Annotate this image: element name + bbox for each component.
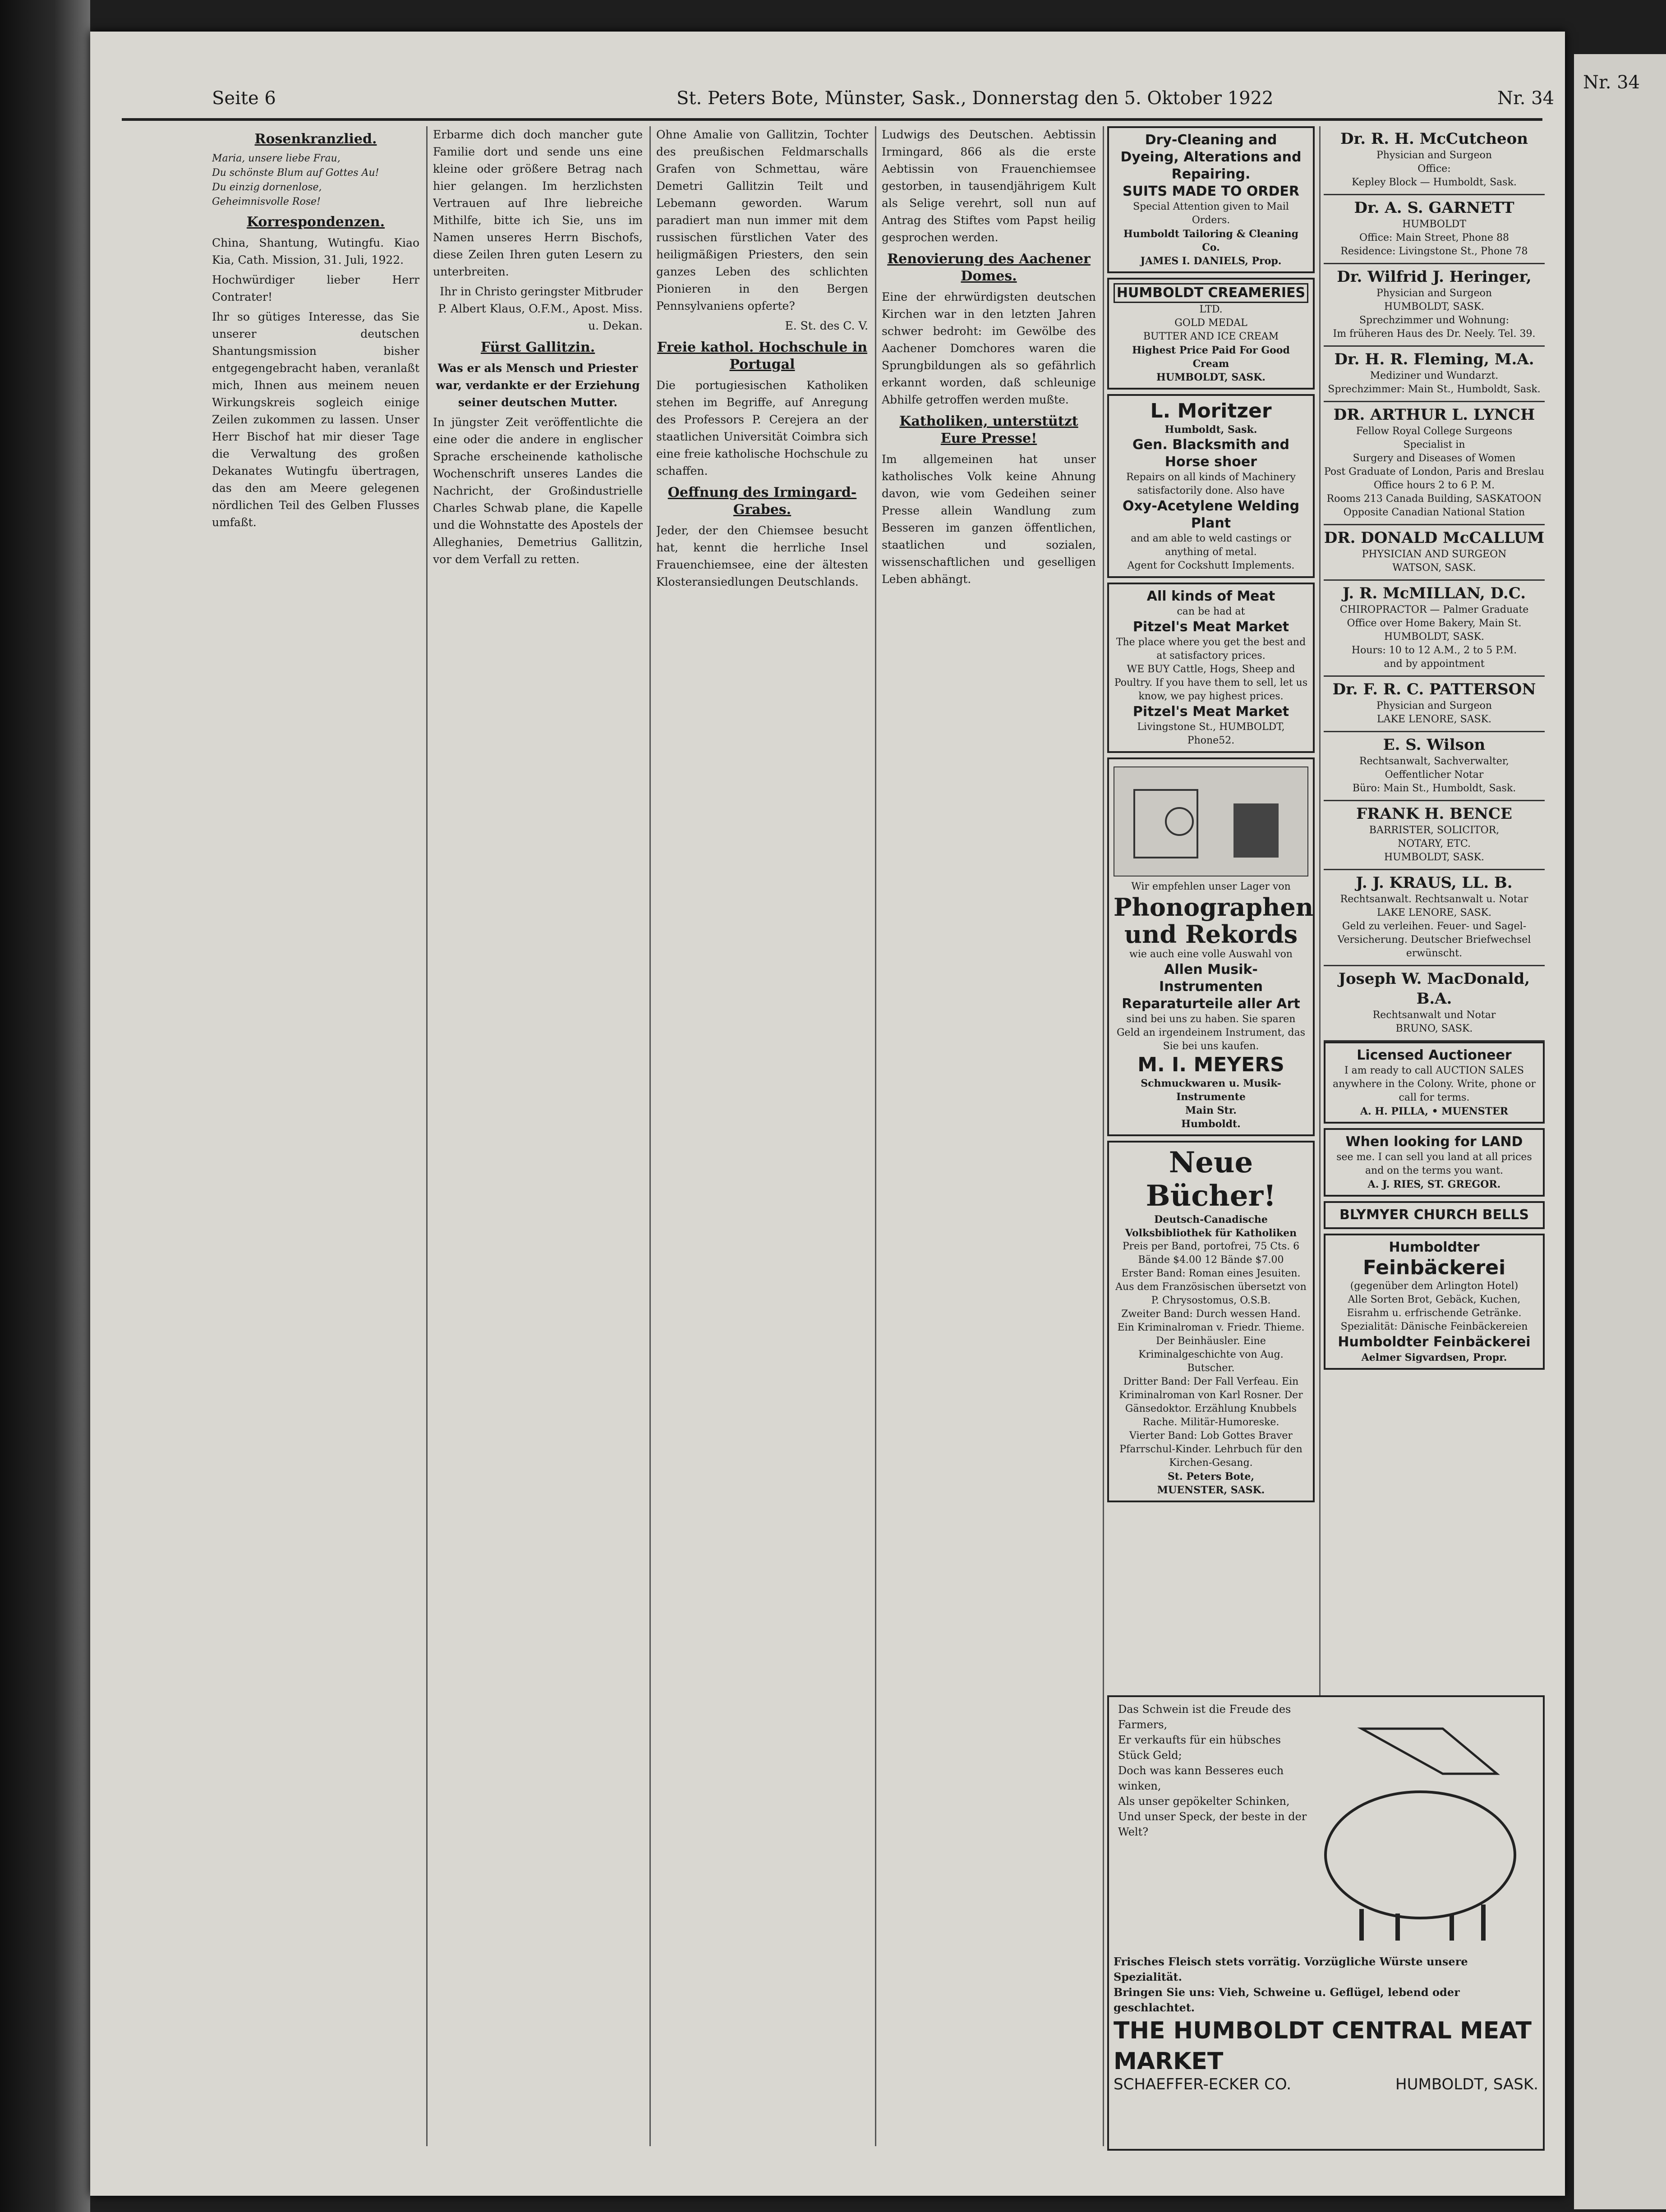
card-line: Hours: 10 to 12 A.M., 2 to 5 P.M. xyxy=(1351,645,1517,656)
article-text: Erbarme dich doch mancher gute Familie dort und sende uns eine kleine oder größere Betrag nach hier gelangen. Im herzlichsten Vertrauen auf Ihre liebreiche Mithilfe, bitte ich Sie, uns im Namen unseres Herrn Bischofs, diese Zeilen Ihren guten Lesern zu unterbreiten. xyxy=(433,128,643,278)
ad-town: Humboldt. xyxy=(1181,1118,1241,1130)
ad-agent: Agent for Cockshutt Implements. xyxy=(1127,560,1295,571)
article-text: Jeder, der den Chiemsee besucht hat, kennt die herrliche Insel Frauenchiemsee, eine der ältesten Klosteransiedlungen Deutschlands. xyxy=(656,524,868,588)
ad-town: Humboldter xyxy=(1389,1239,1480,1255)
column-divider xyxy=(1103,126,1104,2146)
card-line: Office: Main Street, Phone 88 xyxy=(1359,232,1509,243)
signature: E. St. des C. V. xyxy=(785,319,868,332)
ad-place: Humboldt, Sask. xyxy=(1164,424,1257,436)
card-line: Rechtsanwalt. Rechtsanwalt u. Notar xyxy=(1340,894,1528,905)
card-line: LAKE LENORE, SASK. xyxy=(1376,907,1491,918)
professional-card xyxy=(1324,264,1545,347)
section-heading: Korrespondenzen. xyxy=(246,214,385,230)
ad-line: GOLD MEDAL xyxy=(1174,317,1247,329)
card-name: J. R. McMILLAN, D.C. xyxy=(1342,584,1526,602)
ad-central-meat-market xyxy=(1107,1695,1545,2151)
card-name: Dr. H. R. Fleming, M.A. xyxy=(1334,350,1534,368)
poem-title: Rosenkranzlied. xyxy=(254,131,377,147)
card-line: Physician and Surgeon xyxy=(1376,150,1492,161)
card-line: Rechtsanwalt, Sachverwalter, xyxy=(1359,756,1509,767)
column-divider xyxy=(426,126,428,2146)
column-divider xyxy=(875,126,876,2146)
ad-big2: Allen Musik-Instrumenten xyxy=(1159,962,1263,995)
ad-note: Special Attention given to Mail Orders. xyxy=(1133,201,1289,226)
card-line: Im früheren Haus des Dr. Neely. Tel. 39. xyxy=(1333,328,1536,340)
ad-book: Erster Band: Roman eines Jesuiten. Aus dem Französischen übersetzt von P. Chrysostomus, O.S.B. xyxy=(1115,1268,1307,1306)
ad-text: WE BUY Cattle, Hogs, Sheep and Poultry. If you have them to sell, let us know, we pay highest prices. xyxy=(1114,664,1308,702)
card-line: Surgery and Diseases of Women xyxy=(1353,453,1516,464)
ad-trade: Schmuckwaren u. Musik-Instrumente xyxy=(1141,1078,1281,1103)
ad-text: see me. I can sell you land at all prices and on the terms you want. xyxy=(1336,1152,1532,1176)
article-title: Katholiken, unterstützt Eure Presse! xyxy=(899,413,1078,446)
ad-weld: Oxy-Acetylene Welding Plant xyxy=(1122,498,1300,531)
ad-big: Phonographen und Rekords xyxy=(1114,893,1313,949)
card-name: Dr. F. R. C. PATTERSON xyxy=(1332,680,1536,698)
phonograph-illustration xyxy=(1114,766,1308,877)
professional-card xyxy=(1324,402,1545,525)
ad-title: Licensed Auctioneer xyxy=(1357,1047,1512,1063)
professional-card xyxy=(1324,195,1545,264)
professional-card xyxy=(1324,677,1545,732)
card-name: J. J. KRAUS, LL. B. xyxy=(1356,874,1513,892)
card-name: Joseph W. MacDonald, B.A. xyxy=(1338,970,1530,1008)
masthead-line: St. Peters Bote, Münster, Sask., Donnerstag den 5. Oktober 1922 xyxy=(677,88,1274,109)
ad-intro: Wir empfehlen unser Lager von xyxy=(1131,881,1291,892)
card-line: and by appointment xyxy=(1384,658,1485,670)
card-line: BRUNO, SASK. xyxy=(1395,1023,1473,1034)
poem-line: Das Schwein ist die Freude des Farmers, xyxy=(1118,1703,1291,1731)
professional-card xyxy=(1324,870,1545,966)
card-line: Opposite Canadian National Station xyxy=(1343,507,1525,518)
card-line: Büro: Main St., Humboldt, Sask. xyxy=(1352,783,1516,794)
professional-card xyxy=(1324,966,1545,1042)
column-5-ads xyxy=(1107,126,1315,1646)
poem-line: Du einzig dornenlose, xyxy=(212,182,322,193)
card-line: HUMBOLDT, SASK. xyxy=(1384,631,1484,642)
professional-card xyxy=(1324,581,1545,677)
column-3 xyxy=(656,126,868,2133)
ad-text: wie auch eine volle Auswahl von xyxy=(1129,949,1293,960)
ad-line: Highest Price Paid For Good Cream xyxy=(1132,344,1290,370)
poem-line: Maria, unsere liebe Frau, xyxy=(212,153,341,164)
poem-line: Du schönste Blum auf Gottes Au! xyxy=(212,167,379,179)
binding-spine xyxy=(0,0,90,2212)
ad-text: Repairs on all kinds of Machinery satisfactorily done. Also have xyxy=(1126,472,1296,496)
ad-title: Feinbäckerei xyxy=(1362,1256,1506,1279)
article-title: Oeffnung des Irmingard-Grabes. xyxy=(667,485,857,518)
article-text: Ohne Amalie von Gallitzin, Tochter des preußischen Feldmarschalls Grafen von Schmettau, wäre Demetri Gallitzin Teilt und Lebemann geworden. Warum paradiert man nun immer mit dem russischen fürstlichen Vater des heiligmäßigen Priesters, den sein ganzes Leben des schlichten Pionieren in den Bergen Pennsylvaniens opferte? xyxy=(656,128,868,312)
ad-title: HUMBOLDT CREAMERIES xyxy=(1114,283,1308,303)
card-line: Rooms 213 Canada Building, SASKATOON xyxy=(1326,493,1542,505)
ad-from: St. Peters Bote, xyxy=(1167,1471,1255,1482)
professional-card xyxy=(1324,801,1545,870)
card-line: HUMBOLDT xyxy=(1402,219,1466,230)
ad-land xyxy=(1324,1128,1545,1197)
ad-line: BUTTER AND ICE CREAM xyxy=(1143,331,1279,342)
ad-footer xyxy=(1114,2077,1538,2092)
ad-prop: Aelmer Sigvardsen, Propr. xyxy=(1361,1352,1507,1363)
ad-creameries xyxy=(1107,278,1315,390)
card-line: Office over Home Bakery, Main St. xyxy=(1347,618,1522,629)
card-line: Physician and Surgeon xyxy=(1376,288,1492,299)
dateline: China, Shantung, Wutingfu. Kiao Kia, Cath. Mission, 31. Juli, 1922. xyxy=(212,236,419,266)
ad-place: MUENSTER, SASK. xyxy=(1157,1484,1265,1496)
ad-title: Dry-Cleaning and Dyeing, Alterations and Repairing. xyxy=(1120,132,1302,182)
article-title: Fürst Gallitzin. xyxy=(480,340,595,355)
article-text: Ludwigs des Deutschen. Aebtissin Irmingard, 866 als die erste Aebtissin von Frauenchiemsee gestorben, in tausendjährigem Kult als Selige verehrt, soll nun auf Antrag des Stiftes vom Papst heilig gesprochen werden. xyxy=(882,128,1096,244)
card-line: Oeffentlicher Notar xyxy=(1385,769,1484,780)
ad-church-bells xyxy=(1324,1201,1545,1229)
ad-title: BLYMYER CHURCH BELLS xyxy=(1339,1207,1529,1223)
ad-meat xyxy=(1107,583,1315,753)
ad-book: Dritter Band: Der Fall Verfeau. Ein Kriminalroman von Karl Rosner. Der Gänsedoktor. Erzählung Knubbels Rache. Militär-Humoreske. xyxy=(1119,1376,1303,1428)
card-line: Office hours 2 to 6 P. M. xyxy=(1373,480,1495,491)
ad-title: Neue Bücher! xyxy=(1146,1146,1276,1213)
card-name: FRANK H. BENCE xyxy=(1356,805,1512,823)
card-line: Geld zu verleihen. Feuer- und Sagel-Versicherung. Deutscher Briefwechsel erwünscht. xyxy=(1337,921,1531,959)
poem-line: Er verkaufts für ein hübsches Stück Geld; xyxy=(1118,1734,1281,1762)
card-name: E. S. Wilson xyxy=(1383,736,1486,754)
ad-slogan: Frisches Fleisch stets vorrätig. Vorzügliche Würste unsere Spezialität. xyxy=(1114,1955,1468,1983)
pig-illustration-area xyxy=(1114,1702,1538,1954)
ad-text: The place where you get the best and at satisfactory prices. xyxy=(1116,637,1306,661)
card-line: WATSON, SASK. xyxy=(1392,562,1476,574)
ad-firm: SCHAEFFER-ECKER CO. xyxy=(1114,2075,1292,2093)
ad-text: I am ready to call AUCTION SALES anywhere in the Colony. Write, phone or call for terms. xyxy=(1333,1065,1536,1103)
article-text: Ihr so gütiges Interesse, das Sie unserer deutschen Shantungsmission bisher entgegengebracht haben, veranlaßt mich, Ihnen aus meinem neuen Wirkungskreis sogleich einige Zeilen zukommen zu lassen. Unser Herr Bischof hat mir dieser Tage die Verwaltung des großen Dekanates Wutingfu übertragen, das den am Meere gelegenen nördlichen Teil des Gelben Flusses umfaßt. xyxy=(212,310,419,529)
pig-poem xyxy=(1118,1702,1307,1840)
column-divider xyxy=(649,126,651,2146)
article-text: Eine der ehrwürdigsten deutschen Kirchen war in den letzten Jahren schwer bedroht: im Gewölbe des Aachener Domchores waren die Sprungbildungen als so gefährlich erkannt worden, daß schleunige Abhilfe getroffen werden mußte. xyxy=(882,290,1096,406)
ad-text: Alle Sorten Brot, Gebäck, Kuchen, Eisrahm u. erfrischende Getränke. Spezialität: Dänische Feinbäckereien xyxy=(1340,1294,1528,1332)
ad-firm: Humboldt Tailoring & Cleaning Co. xyxy=(1123,228,1298,253)
ad-tailoring xyxy=(1107,126,1315,273)
ad-text: and am able to weld castings or anything of metal. xyxy=(1131,533,1291,558)
ad-books xyxy=(1107,1141,1315,1502)
professional-card xyxy=(1324,126,1545,195)
card-line: Post Graduate of London, Paris and Breslau xyxy=(1324,466,1545,477)
ad-name: Pitzel's Meat Market xyxy=(1132,704,1289,720)
ad-name: M. I. MEYERS xyxy=(1137,1053,1284,1076)
ad-price: Preis per Band, portofrei, 75 Cts. 6 Bände $4.00 12 Bände $7.00 xyxy=(1122,1241,1300,1266)
poem-line: Doch was kann Besseres euch winken, xyxy=(1118,1764,1284,1792)
card-line: PHYSICIAN AND SURGEON xyxy=(1362,549,1507,560)
ad-street: Main Str. xyxy=(1185,1105,1237,1116)
card-line: LAKE LENORE, SASK. xyxy=(1376,714,1491,725)
ad-repair: Reparaturteile aller Art xyxy=(1122,996,1300,1012)
ad-book: Zweiter Band: Durch wessen Hand. Ein Kriminalroman v. Friedr. Thieme. Der Beinhäusler. Eine Kriminalgeschichte von Aug. Butscher. xyxy=(1117,1308,1305,1374)
ad-text: sind bei uns zu haben. Sie sparen Geld an irgendeinem Instrument, das Sie bei uns kaufen. xyxy=(1116,1014,1306,1052)
card-line: Office: xyxy=(1417,163,1451,174)
ad-title: When looking for LAND xyxy=(1345,1134,1523,1150)
poem-line: Geheimnisvolle Rose! xyxy=(212,196,321,207)
card-name: Dr. A. S. GARNETT xyxy=(1354,199,1514,217)
ad-sub: Deutsch-Canadische Volksbibliothek für Katholiken xyxy=(1125,1214,1297,1239)
poem-line: Als unser gepökelter Schinken, xyxy=(1118,1795,1290,1808)
card-line: HUMBOLDT, SASK. xyxy=(1384,301,1484,312)
ad-auctioneer xyxy=(1324,1042,1545,1124)
ad-bring: Bringen Sie uns: Vieh, Schweine u. Geflügel, lebend oder geschlachtet. xyxy=(1114,1986,1460,2014)
professional-card xyxy=(1324,347,1545,402)
article-text: In jüngster Zeit veröffentlichte die eine oder die andere in englischer Sprache erscheinende katholische Wochenschrift unseres Landes die Nachricht, der Großindustrielle Charles Schwab plane, die Kapelle und die Wohnstatte des Apostels der Alleghanies, Demetrius Gallitzin, vor dem Verfall zu retten. xyxy=(433,416,643,566)
card-name: Dr. Wilfrid J. Heringer, xyxy=(1337,268,1532,286)
article-text: Die portugiesischen Katholiken stehen im Begriffe, auf Anregung des Professors P. Cerejera an der staatlichen Universität Coimbra sich eine freie katholische Hochschule zu schaffen. xyxy=(656,379,868,477)
ad-subtitle: SUITS MADE TO ORDER xyxy=(1122,184,1300,199)
professional-card xyxy=(1324,525,1545,581)
ad-name: L. Moritzer xyxy=(1150,399,1272,422)
adjacent-page-edge xyxy=(1574,54,1666,2209)
card-line: CHIROPRACTOR — Palmer Graduate xyxy=(1339,604,1529,615)
ad-name: THE HUMBOLDT CENTRAL MEAT MARKET xyxy=(1114,2017,1532,2075)
ad-name: A. J. RIES, ST. GREGOR. xyxy=(1367,1179,1501,1190)
ad-ltd: LTD. xyxy=(1199,304,1223,315)
card-line: Fellow Royal College Surgeons xyxy=(1356,426,1513,437)
ad-book: Vierter Band: Lob Gottes Braver Pfarrschul-Kinder. Lehrbuch für den Kirchen-Gesang. xyxy=(1119,1430,1302,1469)
card-name: DR. ARTHUR L. LYNCH xyxy=(1333,406,1535,424)
card-line: Sprechzimmer: Main St., Humboldt, Sask. xyxy=(1328,384,1541,395)
header-rule xyxy=(122,118,1542,121)
page-header xyxy=(122,88,1555,115)
ad-name: Pitzel's Meat Market xyxy=(1132,619,1289,635)
card-line: Kepley Block — Humboldt, Sask. xyxy=(1352,177,1517,188)
ad-bakery xyxy=(1324,1234,1545,1370)
ad-phonographs xyxy=(1107,757,1315,1136)
ad-place: HUMBOLDT, SASK. xyxy=(1156,372,1266,383)
ad-title: All kinds of Meat xyxy=(1146,588,1275,604)
card-line: HUMBOLDT, SASK. xyxy=(1384,852,1484,863)
card-line: BARRISTER, SOLICITOR, xyxy=(1369,825,1500,836)
greeting: Hochwürdiger lieber Herr Contrater! xyxy=(212,273,419,303)
issue-number: Nr. 34 xyxy=(1497,88,1555,109)
ad-name: Humboldter Feinbäckerei xyxy=(1338,1334,1531,1350)
ad-loc: (gegenüber dem Arlington Hotel) xyxy=(1350,1280,1519,1292)
article-text: Im allgemeinen hat unser katholisches Volk keine Ahnung davon, wie vom Gedeihen seiner Presse allein Wandlung zum Besseren im ganzen öffentlichen, staatlichen und sozialen, wissenschaftlichen und geselligen Leben abhängt. xyxy=(882,453,1096,586)
article-subtitle: Was er als Mensch und Priester war, verdankte er der Erziehung seiner deutschen Mutter. xyxy=(436,362,640,409)
page-number-left: Seite 6 xyxy=(212,88,276,109)
article-title: Freie kathol. Hochschule in Portugal xyxy=(657,340,868,372)
ad-name: A. H. PILLA, • MUENSTER xyxy=(1360,1106,1509,1117)
article-title: Renovierung des Aachener Domes. xyxy=(887,251,1091,284)
ad-place: HUMBOLDT, SASK. xyxy=(1395,2075,1538,2093)
ad-trade: Gen. Blacksmith and Horse shoer xyxy=(1132,437,1289,470)
card-line: Residence: Livingstone St., Phone 78 xyxy=(1340,246,1528,257)
adjacent-page-number: Nr. 34 xyxy=(1583,72,1640,93)
card-line: NOTARY, ETC. xyxy=(1398,838,1471,849)
card-line: Physician and Surgeon xyxy=(1376,700,1492,711)
column-2 xyxy=(433,126,643,2133)
ad-prop: JAMES I. DANIELS, Prop. xyxy=(1140,255,1282,267)
ad-blacksmith xyxy=(1107,394,1315,578)
card-line: Sprechzimmer und Wohnung: xyxy=(1359,315,1509,326)
ad-address: Livingstone St., HUMBOLDT, Phone52. xyxy=(1137,721,1285,746)
poem-line: Und unser Speck, der beste in der Welt? xyxy=(1118,1810,1307,1838)
signature: Ihr in Christo geringster Mitbruder P. Albert Klaus, O.F.M., Apost. Miss. u. Dekan. xyxy=(438,285,643,332)
column-4 xyxy=(882,126,1096,2133)
card-name: Dr. R. H. McCutcheon xyxy=(1340,130,1528,148)
column-1 xyxy=(212,126,419,2133)
card-line: Specialist in xyxy=(1403,439,1465,450)
card-line: Mediziner und Wundarzt. xyxy=(1370,370,1499,381)
professional-cards xyxy=(1324,126,1545,1042)
card-name: DR. DONALD McCALLUM xyxy=(1324,529,1545,547)
professional-card xyxy=(1324,732,1545,801)
card-line: Rechtsanwalt und Notar xyxy=(1372,1010,1496,1021)
pig-icon xyxy=(1307,1711,1533,1945)
ad-sub: can be had at xyxy=(1177,606,1245,617)
